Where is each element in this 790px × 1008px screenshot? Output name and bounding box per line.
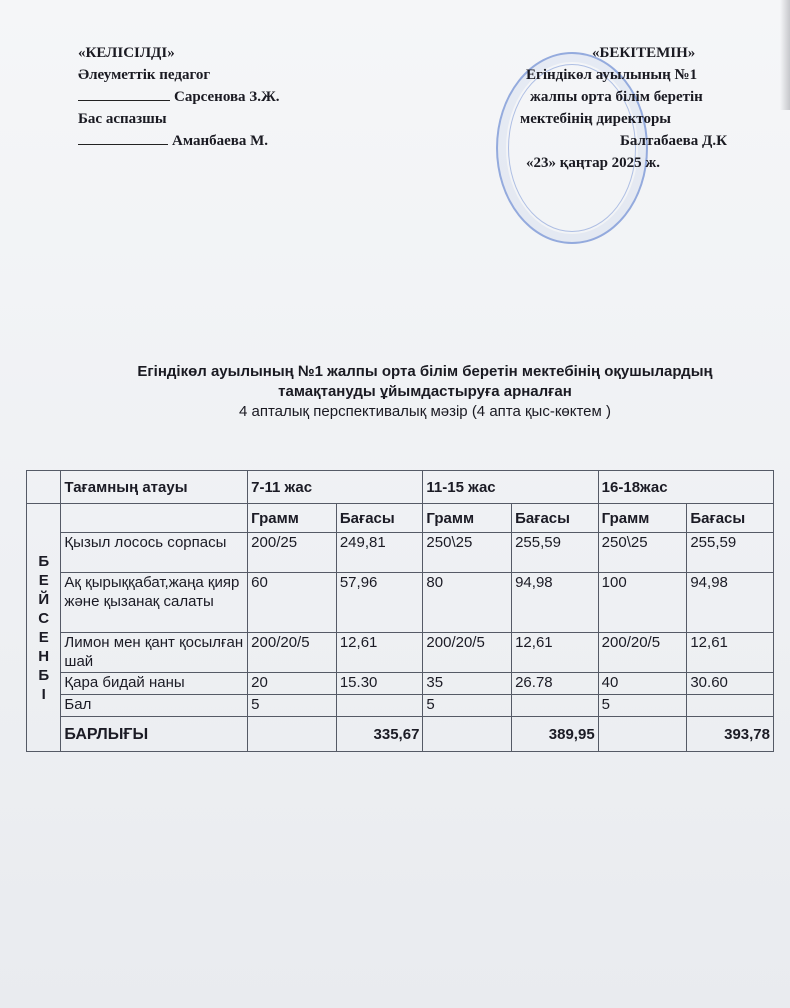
cell-value: 60 xyxy=(248,573,337,633)
total-cell xyxy=(423,717,512,752)
approve-line-1: Егіндікөл ауылының №1 xyxy=(526,67,698,83)
menu-table xyxy=(26,470,774,752)
subheader-empty xyxy=(61,504,248,533)
day-letter: Б xyxy=(38,666,50,684)
social-pedagogue-role: Әлеуметтік педагог xyxy=(78,67,211,83)
table-header-row xyxy=(27,471,774,504)
header-age-7-11: 7-11 жас xyxy=(248,471,423,504)
head-cook-signature-line xyxy=(78,130,280,152)
agreed-block xyxy=(78,42,280,152)
cell-value: 5 xyxy=(423,695,512,717)
table-row xyxy=(27,633,774,673)
table-row xyxy=(27,533,774,573)
approve-line-3: мектебінің директоры xyxy=(520,111,672,127)
cell-value: 57,96 xyxy=(336,573,423,633)
subheader-gram: Грамм xyxy=(423,504,512,533)
cell-value: 12,61 xyxy=(336,633,423,673)
dish-name: Қара бидай наны xyxy=(61,673,248,695)
cell-value: 100 xyxy=(598,573,687,633)
cell-value: 5 xyxy=(248,695,337,717)
total-value-11-15: 389,95 xyxy=(512,717,599,752)
cell-value: 200/25 xyxy=(248,533,337,573)
head-cook-name: Аманбаева М. xyxy=(172,133,269,149)
subheader-gram: Грамм xyxy=(598,504,687,533)
cell-value: 249,81 xyxy=(336,533,423,573)
header-age-11-15: 11-15 жас xyxy=(423,471,598,504)
signature-line xyxy=(78,86,170,101)
cell-value: 15.30 xyxy=(336,673,423,695)
title-line-3: 4 апталық перспективалық мәзір (4 апта қыс-көктем ) xyxy=(239,403,611,420)
title-line-1: Егіндікөл ауылының №1 жалпы орта білім беретін мектебінің оқушылардың xyxy=(137,363,713,380)
document-title xyxy=(60,362,790,422)
cell-value: 80 xyxy=(423,573,512,633)
social-pedagogue-name: Сарсенова З.Ж. xyxy=(174,89,280,105)
cell-value xyxy=(336,695,423,717)
director-name: Балтабаева Д.К xyxy=(620,133,727,149)
cell-value: 200/20/5 xyxy=(423,633,512,673)
table-row xyxy=(27,673,774,695)
table-row xyxy=(27,695,774,717)
cell-value: 255,59 xyxy=(687,533,774,573)
day-letter: Е xyxy=(38,571,49,589)
dish-name: Бал xyxy=(61,695,248,717)
table-row xyxy=(27,573,774,633)
day-letter: І xyxy=(41,685,46,703)
head-cook-role: Бас аспазшы xyxy=(78,111,167,127)
total-value-7-11: 335,67 xyxy=(336,717,423,752)
total-row xyxy=(27,717,774,752)
table-subheader-row xyxy=(27,504,774,533)
social-pedagogue-signature-line xyxy=(78,86,280,108)
cell-value: 250\25 xyxy=(423,533,512,573)
total-label: БАРЛЫҒЫ xyxy=(61,717,248,752)
cell-value: 26.78 xyxy=(512,673,599,695)
header-age-16-18: 16-18жас xyxy=(598,471,773,504)
dish-name: Лимон мен қант қосылған шай xyxy=(61,633,248,673)
approve-block xyxy=(520,42,727,174)
cell-value: 255,59 xyxy=(512,533,599,573)
subheader-price: Бағасы xyxy=(687,504,774,533)
approve-date: «23» қаңтар 2025 ж. xyxy=(526,155,661,171)
header-dish-name: Тағамның атауы xyxy=(61,471,248,504)
cell-value xyxy=(512,695,599,717)
total-cell xyxy=(598,717,687,752)
cell-value: 12,61 xyxy=(687,633,774,673)
cell-value: 94,98 xyxy=(512,573,599,633)
cell-value xyxy=(687,695,774,717)
title-line-2: тамақтануды ұйымдастыруға арналған xyxy=(278,383,572,400)
corner-cell xyxy=(27,471,61,504)
page-edge-shadow xyxy=(780,0,790,110)
day-letter: Й xyxy=(38,590,50,608)
day-letter: Н xyxy=(38,647,50,665)
cell-value: 250\25 xyxy=(598,533,687,573)
cell-value: 200/20/5 xyxy=(598,633,687,673)
cell-value: 30.60 xyxy=(687,673,774,695)
signature-line xyxy=(78,130,168,145)
dish-name: Ақ қырыққабат,жаңа қияр және қызанақ салаты xyxy=(61,573,248,633)
subheader-gram: Грамм xyxy=(248,504,337,533)
day-letter: Е xyxy=(38,628,49,646)
subheader-price: Бағасы xyxy=(512,504,599,533)
cell-value: 20 xyxy=(248,673,337,695)
cell-value: 94,98 xyxy=(687,573,774,633)
cell-value: 12,61 xyxy=(512,633,599,673)
day-letter: С xyxy=(38,609,50,627)
cell-value: 5 xyxy=(598,695,687,717)
approve-line-2: жалпы орта білім беретін xyxy=(530,89,703,105)
cell-value: 35 xyxy=(423,673,512,695)
cell-value: 200/20/5 xyxy=(248,633,337,673)
dish-name: Қызыл лосось сорпасы xyxy=(61,533,248,573)
total-cell xyxy=(248,717,337,752)
total-value-16-18: 393,78 xyxy=(687,717,774,752)
approve-title: «БЕКІТЕМІН» xyxy=(592,45,696,61)
day-letter: Б xyxy=(38,552,50,570)
cell-value: 40 xyxy=(598,673,687,695)
day-label xyxy=(27,504,61,752)
subheader-price: Бағасы xyxy=(336,504,423,533)
agreed-title: «КЕЛІСІЛДІ» xyxy=(78,45,175,61)
